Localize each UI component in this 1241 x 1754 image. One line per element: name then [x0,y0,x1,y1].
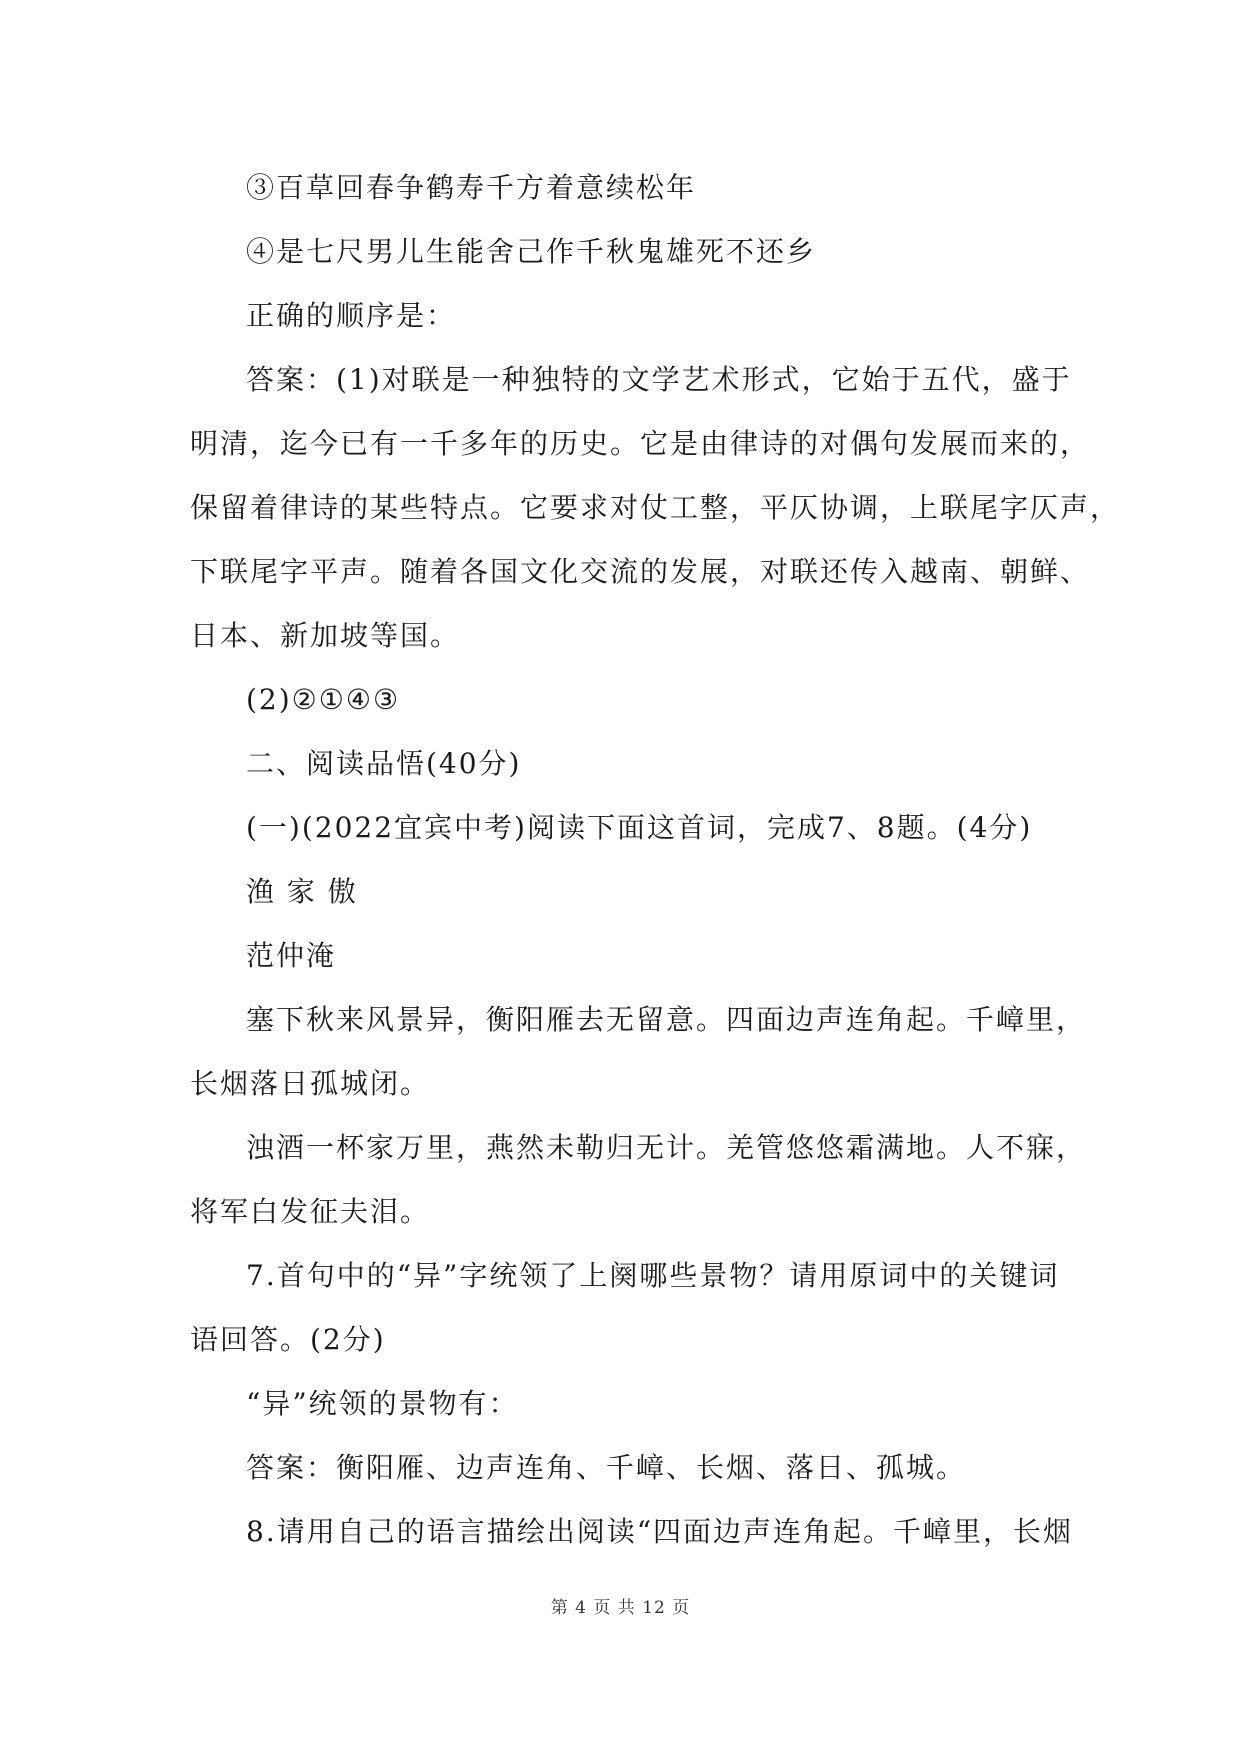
question-7-line-2: 语回答。(2分) [190,1323,386,1356]
poem-stanza-2-line-1: 浊酒一杯家万里，燕然未勒归无计。羌管悠悠霜满地。人不寐， [246,1131,1087,1164]
poem-stanza-1-line-2: 长烟落日孤城闭。 [190,1067,431,1100]
order-prompt: 正确的顺序是： [246,299,457,332]
option-4: ④是七尺男儿生能舍己作千秋鬼雄死不还乡 [246,235,817,268]
answer-1-line-4: 下联尾字平声。随着各国文化交流的发展，对联还传入越南、朝鲜、 [190,555,1091,588]
answer-1-line-3: 保留着律诗的某些特点。它要求对仗工整，平仄协调，上联尾字仄声， [190,491,1121,524]
answer-2: (2)②①④③ [246,683,401,716]
section-heading: 二、阅读品悟(40分) [246,747,522,780]
poem-stanza-2-line-2: 将军白发征夫泪。 [190,1195,431,1228]
answer-1-line-1: 答案：(1)对联是一种独特的文学艺术形式，它始于五代，盛于 [246,363,1072,396]
poem-stanza-1-line-1: 塞下秋来风景异，衡阳雁去无留意。四面边声连角起。千嶂里， [246,1003,1087,1036]
answer-1-line-2: 明清，迄今已有一千多年的历史。它是由律诗的对偶句发展而来的， [190,427,1091,460]
question-8-line-1: 8.请用自己的语言描绘出阅读“四面边声连角起。千嶂里，长烟 [246,1515,1074,1548]
question-7-answer: 答案：衡阳雁、边声连角、千嶂、长烟、落日、孤城。 [246,1451,967,1484]
subsection-heading: (一)(2022宜宾中考)阅读下面这首词，完成7、8题。(4分) [246,811,1033,844]
option-3: ③百草回春争鹤寿千方着意续松年 [246,171,697,204]
question-7-line-1: 7.首句中的“异”字统领了上阕哪些景物？请用原词中的关键词 [246,1259,1060,1292]
answer-1-line-5: 日本、新加坡等国。 [190,619,461,652]
page-footer: 第 4 页 共 12 页 [550,1598,691,1618]
poem-title: 渔 家 傲 [246,875,358,908]
poem-author: 范仲淹 [246,939,337,972]
question-7-prompt: “异”统领的景物有： [246,1387,519,1420]
